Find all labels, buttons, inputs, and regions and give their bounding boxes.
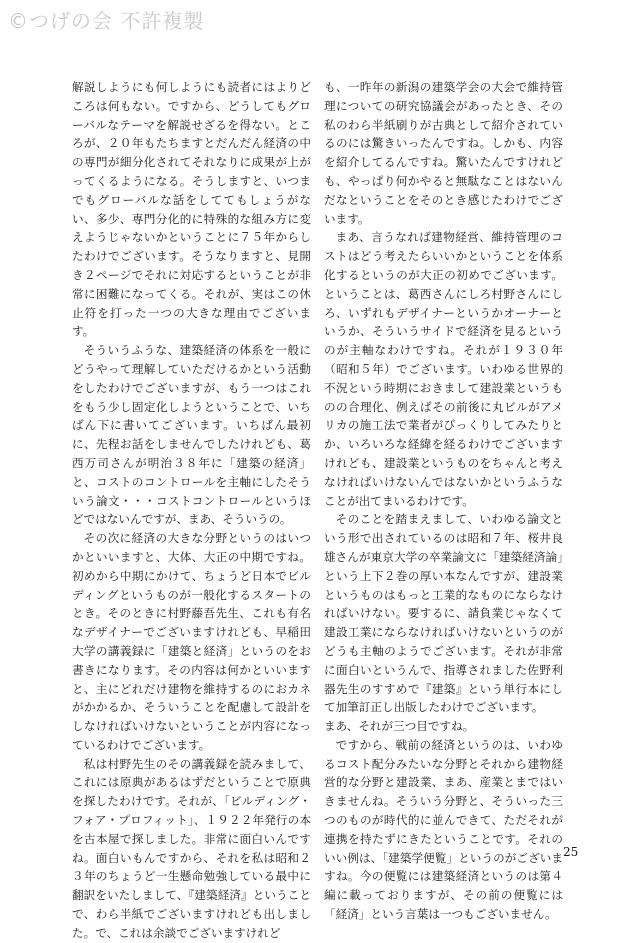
paragraph: その次に経済の大きな分野というのはいつかといいますと、大体、大正の中期ですね。初めから中期にかけて、ちょうど日本でビルディングというものが一般化するスタートのとき。そのときに村野藤吾先生、これも有名なデザイナーでございますけれども、早稲田大学の講義録に「建築と経済」というのをお書きになります。その内容は何かといいますと、主にどれだけ建物を維持するのにおカネがかかるか、そういうことを配慮して設計をしなければいけないということが内容になっているわけでございます。: [72, 531, 311, 752]
page-number: 25: [563, 845, 579, 859]
paragraph: そういうふうな、建築経済の体系を一般にどうやって理解していただけるかという活動をしたわけでございますが、もう一つはこれをもう少し固定化しようということで、いちばん下に書いてございます。いちばん最初に、先程お話をしませんでしたけれども、葛西万司さんが明治３８年に「建築の経済」と、コストのコントロールを主軸にしたそういう論文・・・コストコントロールというほどではないんですが、まあ、そういうの。: [72, 343, 311, 527]
paragraph: ですから、戦前の経済というのは、いわゆるコスト配分みたいな分野とそれから建物経営的な分野と建設業、まあ、産業とまではいきませんね。そういう分野と、そういった三つのものが時代的に並んできて、ただそれが連携を持たずにきたということです。それのいい例は、「建築学便覧」というのがございますね。今の便覧には建築経済というのは第４編に載っておりますが、その前の便覧には「経済」という言葉は一つもございません。: [324, 737, 563, 922]
right-column: [324, 78, 563, 924]
paragraph: まあ、それが三つ目ですね。: [324, 719, 475, 734]
paragraph: 解説しようにも何しようにも読者にはよりどころは何もない。ですから、どうしてもグローバルなテーマを解説せざるを得ない。ところが、２０年もたちますとだんだん経済の中の専門が細分化されてそれなりに成果が上がってくるようになる。そうしますと、いつまでもグローバルな話をしててもしょうがない、多少、専門分化的に特殊的な組み方に変えようじゃないかということに７５年からしたわけでございます。そうなりますと、見開き２ページでそれに対応するということが非常に困難になってくる。それが、実はこの休止符を打った一つの大きな理由でございます。: [72, 80, 311, 339]
paragraph: も、一昨年の新潟の建築学会の大会で維持管理についての研究協議会があったとき、その私のわら半紙刷りが古典として紹介されているのには驚きいったんですね。しかも、内容を紹介してるんですね。驚いたんですけれども、やっぱり何かやると無駄なことはないんだなということをそのとき感じたわけでございます。: [324, 80, 563, 226]
left-column: [72, 78, 311, 943]
paragraph: そのことを踏まえまして、いわゆる論文という形で出されているのは昭和７年、桜井良雄さんが東京大学の卒業論文に「建築経済論」という上下２巻の厚い本なんですが、建設業というものはもっと工業的なものにならなければいけない。要するに、請負業じゃなくて建設工業にならなければいけないというのがどうも主軸のようでございます。それが非常に面白いというんで、指導されました佐野利器先生のすすめで『建築』という単行本にして加筆訂正し出版したわけでございます。: [324, 512, 563, 715]
paragraph: まあ、言うなれば建物経営、維持管理のコストはどう考えたらいいかということを体系化するというのが大正の初めでございます。ということは、葛西さんにしろ村野さんにしろ、いずれもデザイナーというかオーナーというか、そういうサイドで経済を見るというのが主軸なわけですね。それが１９３０年（昭和５年）でございます。いわゆる世界的不況という時期におきまして建設業というものの合理化、例えばその前後に丸ビルがアメリカの施工法で業者がびっくりしてみたりとか、いろいろな経緯を経るわけでございますけれども、建設業というものをちゃんと考えなければいけないんではないかというふうなことが出てまいるわけです。: [324, 230, 563, 508]
copyright-watermark: ©つげの会 不許複製: [8, 9, 205, 33]
paragraph: 私は村野先生のその講義録を読みまして、これには原典があるはずだということで原典を探したわけです。それが、「ビルディング・フォア・プロフィット」、１９２２年発行の本を古本屋で探しました。非常に面白いんですね。面白いもんですから、それを私は昭和２３年のちょうど一生懸命勉強している最中に翻訳をいたしまして、『建築経済』ということで、わら半紙でございますけれども出しました。で、これは余談でございますけれど: [72, 756, 311, 940]
